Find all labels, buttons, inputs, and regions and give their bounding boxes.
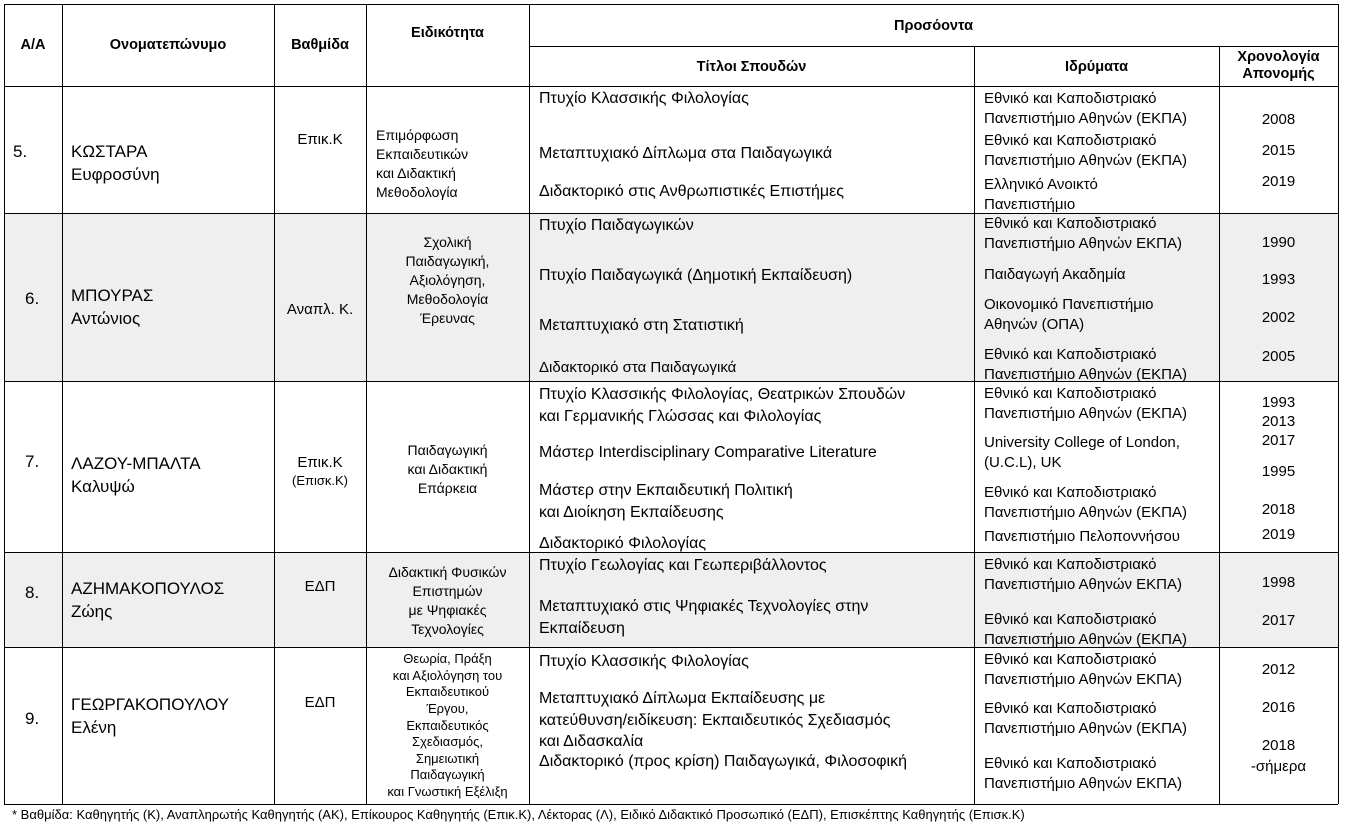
year: 1998 <box>1261 574 1296 591</box>
grid-line-v <box>62 4 63 804</box>
institution-line: Εθνικό και Καποδιστριακό <box>984 700 1157 717</box>
institution-line: Πανεπιστήμιο Αθηνών (ΕΚΠΑ) <box>984 404 1187 422</box>
row-aa: 9. <box>25 709 40 728</box>
institution <box>984 295 1154 334</box>
year: 2018 <box>1261 737 1296 754</box>
specialty-line: Αξιολόγηση, <box>409 271 486 288</box>
institution <box>984 527 1180 547</box>
year: 2015 <box>1261 142 1296 159</box>
year: 1995 <box>1261 463 1296 480</box>
row-name <box>71 285 153 331</box>
specialty-line: Σχολική <box>423 234 472 250</box>
row-name <box>71 453 201 499</box>
row-surname: ΑΖΗΜΑΚΟΠΟΥΛΟΣ <box>71 579 225 598</box>
institution-line: Παιδαγωγή Ακαδημία <box>984 266 1126 283</box>
institution <box>984 131 1187 170</box>
institution <box>984 699 1187 738</box>
title-text: κατεύθυνση/ειδίκευση: Εκπαιδευτικός Σχεδιασμός <box>539 711 891 729</box>
title-line: Πτυχίο Κλασσικής Φιλολογίας <box>539 90 749 107</box>
year: 1993 <box>1261 394 1296 411</box>
row-rank: ΕΔΠ <box>304 578 336 595</box>
year: 1990 <box>1261 234 1296 251</box>
institution-line: Εθνικό και Καποδιστριακό <box>984 385 1157 402</box>
title-line: Διδακτορικό Φιλολογίας <box>539 535 707 552</box>
specialty-line: και Γνωστική Εξέλιξη <box>387 784 508 799</box>
institution-line: Εθνικό και Καποδιστριακό <box>984 215 1157 232</box>
year: 2002 <box>1261 309 1296 326</box>
institution-line: (U.C.L), UK <box>984 453 1062 471</box>
institution <box>984 650 1182 689</box>
row-specialty <box>366 563 529 639</box>
title-text: και Γερμανικής Γλώσσας και Φιλολογίας <box>539 407 822 425</box>
row-firstname: Ελένη <box>71 717 117 737</box>
title-line <box>539 480 793 523</box>
institution <box>984 89 1187 128</box>
institution <box>984 214 1182 253</box>
specialty-line: Θεωρία, Πράξη <box>403 651 492 666</box>
header-specialty: Ειδικότητα <box>411 25 484 41</box>
institution <box>984 610 1187 649</box>
specialty-line: και Διδακτική <box>376 164 456 181</box>
institution-line: Πανεπιστήμιο Αθηνών (ΕΚΠΑ) <box>984 365 1187 383</box>
year: -σήμερα <box>1250 758 1307 775</box>
year: 2019 <box>1261 526 1296 543</box>
specialty-line: Παιδαγωγική <box>407 442 488 458</box>
row-rank: Επικ.Κ <box>297 131 343 148</box>
institution-line: Πανεπιστήμιο Πελοποννήσου <box>984 528 1180 545</box>
row-surname: ΜΠΟΥΡΑΣ <box>71 286 154 305</box>
institution-line: Πανεπιστήμιο Αθηνών ΕΚΠΑ) <box>984 670 1182 688</box>
grid-line-v <box>974 46 975 804</box>
institution-line: Εθνικό και Καποδιστριακό <box>984 556 1157 573</box>
grid-line-h <box>529 46 1338 47</box>
institution-line: Αθηνών (ΟΠΑ) <box>984 315 1085 333</box>
institution-line: Εθνικό και Καποδιστριακό <box>984 755 1157 772</box>
institution-line: Πανεπιστήμιο Αθηνών (ΕΚΠΑ) <box>984 719 1187 737</box>
grid-line-v <box>274 4 275 804</box>
year: 2018 <box>1261 501 1296 518</box>
row-surname: ΛΑΖΟΥ-ΜΠΑΛΤΑ <box>71 454 201 473</box>
title-text: Μάστερ στην Εκπαιδευτική Πολιτική <box>539 482 793 499</box>
institution <box>984 433 1180 472</box>
row-rank <box>274 454 366 490</box>
specialty-line: και Διδακτική <box>407 460 488 477</box>
institution-line: Εθνικό και Καποδιστριακό <box>984 346 1157 363</box>
row-surname: ΓΕΩΡΓΑΚΟΠΟΥΛΟΥ <box>71 695 229 714</box>
header-qualifications: Προσόοντα <box>894 18 973 34</box>
title-text: και Διοίκηση Εκπαίδευσης <box>539 503 724 521</box>
institution <box>984 555 1182 594</box>
title-line: Πτυχίο Κλασσικής Φιλολογίας <box>539 653 749 670</box>
institution-line: Ελληνικό Ανοικτό <box>984 176 1098 193</box>
title-text: Πτυχίο Κλασσικής Φιλολογίας, Θεατρικών Σπουδών <box>539 386 906 403</box>
header-year-line: Χρονολογία <box>1237 49 1320 65</box>
title-line: Διδακτορικό στις Ανθρωπιστικές Επιστήμες <box>539 183 844 200</box>
year: 2017 <box>1261 612 1296 629</box>
row-surname: ΚΩΣΤΑΡΑ <box>71 142 148 161</box>
specialty-line: Μεθοδολογία <box>376 183 458 200</box>
specialty-line: Έρευνας <box>420 309 475 326</box>
institution-line: Εθνικό και Καποδιστριακό <box>984 484 1157 501</box>
grid-line-h <box>4 86 1338 87</box>
specialty-line: Σημειωτική <box>415 750 480 766</box>
grid-line-v <box>1338 4 1339 804</box>
specialty-line: Επάρκεια <box>417 479 478 496</box>
institution <box>984 754 1182 793</box>
row-firstname: Αντώνιος <box>71 308 141 328</box>
title-line: Μεταπτυχιακό στη Στατιστική <box>539 317 744 334</box>
institution <box>984 265 1126 285</box>
title-line <box>539 596 868 639</box>
title-line: Μεταπτυχιακό Δίπλωμα στα Παιδαγωγικά <box>539 145 833 162</box>
institution-line: Εθνικό και Καποδιστριακό <box>984 611 1157 628</box>
grid-line-v <box>4 4 5 804</box>
title-text: και Διδασκαλία <box>539 733 644 751</box>
rank-label: Επικ.Κ <box>297 454 343 471</box>
header-year <box>1219 49 1338 83</box>
year: 2012 <box>1261 661 1296 678</box>
specialty-line: Σχεδιασμός, <box>412 734 483 750</box>
specialty-line: Τεχνολογίες <box>411 620 484 637</box>
specialty-line: με Ψηφιακές <box>408 601 487 618</box>
institution <box>984 483 1187 522</box>
specialty-line: Έργου, <box>426 700 469 716</box>
header-titles: Τίτλοι Σπουδών <box>696 59 807 75</box>
institution <box>984 345 1187 384</box>
header-name: Ονοματεπώνυμο <box>109 37 227 53</box>
header-rank: Βαθμίδα <box>291 37 349 53</box>
institution-line: Πανεπιστήμιο Αθηνών ΕΚΠΑ) <box>984 774 1182 792</box>
specialty-line: Εκπαιδευτικός <box>406 717 489 733</box>
institution-line: Πανεπιστήμιο <box>984 195 1076 213</box>
specialty-line: Επιστημών <box>412 582 483 599</box>
institution-line: Οικονομικό Πανεπιστήμιο <box>984 296 1154 313</box>
row-aa: 7. <box>25 452 40 471</box>
institution-line: University College of London, <box>984 434 1180 451</box>
title-text: Μεταπτυχιακό στις Ψηφιακές Τεχνολογίες στην <box>539 598 869 615</box>
specialty-line: Εκπαιδευτικού <box>405 684 490 700</box>
institution-line: Πανεπιστήμιο Αθηνών ΕΚΠΑ) <box>984 234 1182 252</box>
title-line: Μάστερ Interdisciplinary Comparative Literature <box>539 444 877 461</box>
title-line: Πτυχίο Γεωλογίας και Γεωπεριβάλλοντος <box>539 557 827 574</box>
row-specialty <box>366 651 529 801</box>
row-specialty <box>366 233 529 327</box>
row-firstname: Καλυψώ <box>71 476 135 496</box>
title-line: Πτυχίο Παιδαγωγικών <box>539 217 694 234</box>
title-text: Μεταπτυχιακό Δίπλωμα Εκπαίδευσης με <box>539 690 826 707</box>
row-name <box>71 578 224 624</box>
year: 2016 <box>1261 699 1296 716</box>
header-aa: Α/Α <box>20 37 46 53</box>
year: 1993 <box>1261 271 1296 288</box>
year: 2005 <box>1261 348 1296 365</box>
grid-line-h <box>4 4 1338 5</box>
title-line: Πτυχίο Παιδαγωγικά (Δημοτική Εκπαίδευση) <box>539 267 853 284</box>
specialty-line: Μεθοδολογία <box>406 290 489 307</box>
specialty-line: Επιμόρφωση <box>376 127 459 143</box>
title-line <box>539 688 890 753</box>
row-specialty <box>376 126 468 202</box>
title-line <box>539 384 905 427</box>
row-name <box>71 141 160 187</box>
grid-line-h <box>4 804 1338 805</box>
institution-line: Εθνικό και Καποδιστριακό <box>984 90 1157 107</box>
institution-line: Πανεπιστήμιο Αθηνών (ΕΚΠΑ) <box>984 503 1187 521</box>
row-firstname: Ζώης <box>71 601 113 621</box>
row-aa: 6. <box>25 289 40 308</box>
institution-line: Πανεπιστήμιο Αθηνών ΕΚΠΑ) <box>984 575 1182 593</box>
specialty-line: Παιδαγωγική, <box>405 252 490 269</box>
row-specialty <box>366 441 529 498</box>
header-year-line: Απονομής <box>1242 66 1315 83</box>
title-line: Διδακτορικό στα Παιδαγωγικά <box>539 359 737 376</box>
year: 2008 <box>1261 111 1296 128</box>
row-rank: Αναπλ. Κ. <box>286 301 354 318</box>
row-firstname: Ευφροσύνη <box>71 164 160 184</box>
row-aa: 5. <box>13 142 28 161</box>
institution <box>984 384 1187 423</box>
year: 2017 <box>1261 432 1296 449</box>
row-aa: 8. <box>25 583 40 602</box>
grid-line-v <box>529 4 530 804</box>
specialty-line: Διδακτική Φυσικών <box>388 564 507 580</box>
institution-line: Πανεπιστήμιο Αθηνών (ΕΚΠΑ) <box>984 630 1187 648</box>
year: 2019 <box>1261 173 1296 190</box>
institution <box>984 175 1098 214</box>
specialty-line: Παιδαγωγική <box>410 767 485 783</box>
specialty-line: και Αξιολόγηση του <box>392 667 503 683</box>
header-institutions: Ιδρύματα <box>1065 59 1128 75</box>
specialty-line: Εκπαιδευτικών <box>376 145 469 162</box>
row-rank: ΕΔΠ <box>304 694 336 711</box>
title-line: Διδακτορικό (προς κρίση) Παιδαγωγικά, Φιλοσοφική <box>539 753 908 770</box>
row-name <box>71 694 229 740</box>
institution-line: Πανεπιστήμιο Αθηνών (ΕΚΠΑ) <box>984 151 1187 169</box>
year: 2013 <box>1261 413 1296 430</box>
rank-note: (Επισκ.Κ) <box>292 473 348 488</box>
institution-line: Εθνικό και Καποδιστριακό <box>984 651 1157 668</box>
title-text: Εκπαίδευση <box>539 619 625 637</box>
footnote: * Βαθμίδα: Καθηγητής (Κ), Αναπληρωτής Καθηγητής (ΑΚ), Επίκουρος Καθηγητής (Επικ.Κ), Λέκτορας (Λ), Ειδικό Διδακτικό Προσωπικό (ΕΔΠ), Επισκέπτης Καθηγητής (Επισκ.Κ) <box>12 807 1025 822</box>
institution-line: Πανεπιστήμιο Αθηνών (ΕΚΠΑ) <box>984 109 1187 127</box>
institution-line: Εθνικό και Καποδιστριακό <box>984 132 1157 149</box>
